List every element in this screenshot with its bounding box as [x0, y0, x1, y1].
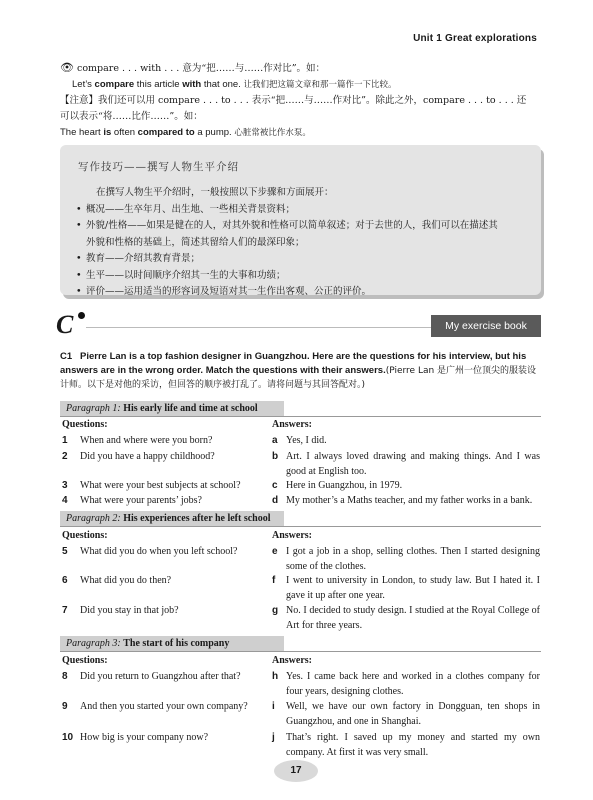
answer-text: Here in Guangzhou, in 1979. — [286, 480, 403, 491]
question-number: 8 — [62, 671, 68, 682]
divider — [60, 651, 541, 652]
tips-item: • 生平——以时间顺序介绍其一生的大事和功绩； — [76, 268, 529, 285]
paragraph-title: His experiences after he left school — [123, 513, 271, 524]
question-text: Did you stay in that job? — [80, 605, 179, 616]
answers-heading: Answers: — [272, 530, 312, 541]
answer-letter: h — [272, 671, 279, 682]
example-text: a pump. — [194, 127, 232, 138]
question-item — [62, 603, 267, 618]
answer-item — [272, 603, 540, 633]
question-item — [62, 573, 267, 588]
exercise-logo — [56, 312, 84, 338]
question-text: What were your parents’ jobs? — [80, 495, 202, 506]
paragraph-label: Paragraph 2: — [66, 513, 121, 524]
question-item — [62, 699, 267, 714]
page-number: 17 — [274, 760, 318, 782]
example-text: Let’s — [72, 79, 95, 90]
exercise-c1-instruction — [60, 350, 541, 392]
question-number: 4 — [62, 495, 68, 506]
logo-letter: C — [56, 310, 74, 339]
question-number: 2 — [62, 451, 68, 462]
paragraph-label: Paragraph 3: — [66, 638, 121, 649]
question-number: 9 — [62, 701, 68, 712]
question-number: 10 — [62, 732, 74, 743]
tips-item: • 评价——运用适当的形容词及短语对其一生作出客观、公正的评价。 — [76, 284, 529, 301]
banner-rule — [86, 327, 431, 328]
answer-text: No. I decided to study design. I studied at the Royal College of Art for three years. — [286, 605, 540, 631]
answer-item — [272, 544, 540, 574]
divider — [60, 416, 541, 417]
answer-letter: g — [272, 605, 279, 616]
answer-item — [272, 478, 540, 493]
answer-text: My mother’s a Maths teacher, and my father works in a bank. — [286, 495, 533, 506]
instruction-text: Pierre Lan is a top fashion designer in Guangzhou. Here are the questions for his interview, but his answers are in the wrong order. Match the questions with their answers. — [60, 351, 527, 376]
question-text: When and where were you born? — [80, 435, 213, 446]
answer-letter: a — [272, 435, 278, 446]
example-text: this article — [134, 79, 183, 90]
exercise-banner — [56, 310, 541, 340]
answer-text: That’s right. I saved up my money and started my own company. At first it was very small. — [286, 732, 540, 758]
answer-letter: c — [272, 480, 278, 491]
question-text: Did you return to Guangzhou after that? — [80, 671, 241, 682]
note-line-4: 可以表示“将……比作……”。如： — [60, 111, 203, 122]
grammar-notes — [60, 60, 537, 141]
tips-body — [76, 185, 529, 301]
questions-heading: Questions: — [62, 419, 108, 430]
paragraph-title: His early life and time at school — [123, 403, 258, 414]
paragraph-3-header — [60, 636, 284, 651]
question-number: 7 — [62, 605, 68, 616]
tips-item: • 教育——介绍其教育背景； — [76, 251, 529, 268]
answer-letter: b — [272, 451, 279, 462]
eye-icon: 👁 — [60, 61, 74, 74]
questions-heading: Questions: — [62, 530, 108, 541]
answer-item — [272, 730, 540, 760]
answer-item — [272, 493, 540, 508]
answer-letter: e — [272, 546, 278, 557]
unit-title: Unit 1 Great explorations — [413, 33, 537, 44]
example-bold: with — [182, 79, 202, 90]
example-bold: compare — [94, 79, 135, 90]
tips-title: 写作技巧——撰写人物生平介绍 — [78, 161, 239, 173]
paragraph-1-header — [60, 401, 284, 416]
tips-item: • 外貌/性格——如果是健在的人，对其外貌和性格可以简单叙述；对于去世的人，我们可以在描述其 — [76, 218, 529, 235]
example-text: often — [111, 127, 138, 138]
example-text: The heart — [60, 127, 104, 138]
answer-item — [272, 449, 540, 479]
writing-tips-box — [60, 145, 541, 295]
example-translation: 心脏常被比作水泵。 — [231, 128, 311, 138]
exercise-tab: My exercise book — [431, 315, 541, 337]
answer-text: Yes, I did. — [286, 435, 327, 446]
answer-text: Art. I always loved drawing and making things. And I was good at English too. — [286, 451, 540, 477]
answer-item — [272, 669, 540, 699]
answer-letter: j — [272, 732, 275, 743]
question-item — [62, 433, 267, 448]
question-item — [62, 544, 267, 559]
answer-text: Yes. I came back here and worked in a clothes company for four years, designing clothes. — [286, 671, 540, 697]
question-item — [62, 730, 267, 745]
exercise-number: C1 — [60, 351, 73, 362]
answer-item — [272, 573, 540, 603]
question-number: 5 — [62, 546, 68, 557]
question-item — [62, 493, 267, 508]
question-text: What did you do then? — [80, 575, 172, 586]
answer-text: I went to university in London, to study law. But I hated it. I gave it up after one year. — [286, 575, 540, 601]
answer-letter: i — [272, 701, 275, 712]
question-text: What were your best subjects at school? — [80, 480, 241, 491]
example-bold: is — [103, 127, 112, 138]
note-line-2 — [60, 77, 537, 93]
question-number: 1 — [62, 435, 68, 446]
question-text: Did you have a happy childhood? — [80, 451, 215, 462]
tips-item-continuation: 外貌和性格的基础上，简述其留给人们的最深印象； — [86, 236, 305, 248]
tips-lead: 在撰写人物生平介绍时，一般按照以下步骤和方面展开： — [96, 187, 334, 198]
instruction-translation: (Pierre Lan 是广州一位顶尖的服装设计师。以下是对他的采访，但回答的顺序被打乱了。请将问题与其回答配对。) — [60, 366, 537, 390]
answer-text: Well, we have our own factory in Dongguan, ten shops in Guangzhou, and one in Shanghai. — [286, 701, 540, 727]
example-text: that one. — [201, 79, 241, 90]
question-number: 6 — [62, 575, 68, 586]
note-text: compare . . . with . . . 意为“把……与……作对比”。如： — [77, 63, 326, 74]
paragraph-2-header — [60, 511, 284, 526]
question-text: And then you started your own company? — [80, 701, 248, 712]
note-line-1 — [60, 60, 537, 77]
question-item — [62, 669, 267, 684]
example-translation: 让我们把这篇文章和那一篇作一下比较。 — [240, 80, 397, 90]
questions-heading: Questions: — [62, 655, 108, 666]
logo-dot — [78, 312, 85, 319]
note-line-3: 【注意】我们还可以用 compare . . . to . . . 表示“把……与……作对比”。除此之外，compare . . . to . . . 还 — [60, 95, 527, 106]
paragraph-title: The start of his company — [123, 638, 230, 649]
answers-heading: Answers: — [272, 419, 312, 430]
question-item — [62, 449, 267, 464]
answer-item — [272, 433, 540, 448]
answer-text: I got a job in a shop, selling clothes. Then I started designing some of the clothes. — [286, 546, 540, 572]
note-line-5 — [60, 125, 537, 141]
answer-letter: f — [272, 575, 276, 586]
question-number: 3 — [62, 480, 68, 491]
question-item — [62, 478, 267, 493]
paragraph-label: Paragraph 1: — [66, 403, 121, 414]
answer-item — [272, 699, 540, 729]
example-bold: compared to — [137, 127, 195, 138]
answers-heading: Answers: — [272, 655, 312, 666]
question-text: How big is your company now? — [80, 732, 209, 743]
divider — [60, 526, 541, 527]
tips-item: • 概况——生卒年月、出生地、一些相关背景资料； — [76, 202, 529, 219]
answer-letter: d — [272, 495, 279, 506]
question-text: What did you do when you left school? — [80, 546, 238, 557]
